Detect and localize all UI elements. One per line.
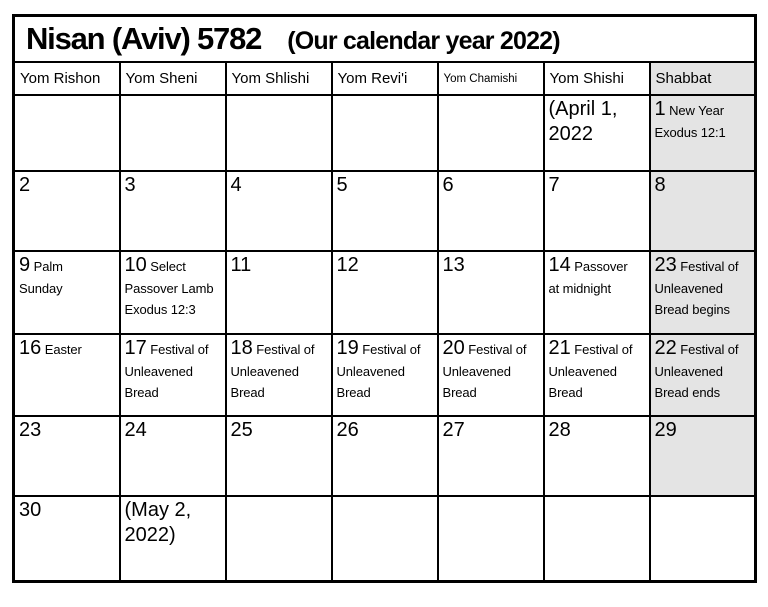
day-number: 18 [230, 337, 253, 359]
calendar-title [14, 16, 756, 63]
day-cell [226, 416, 332, 496]
day-note: Festival of Unleavened Bread ends [654, 342, 739, 400]
day-cell [332, 95, 438, 171]
day-cell [226, 171, 332, 251]
weekday-header-yom-shlishi: Yom Shlishi [226, 62, 332, 95]
day-number: 2 [19, 174, 31, 196]
day-number: 6 [442, 174, 454, 196]
day-cell-unleavened-bread-begins [650, 251, 756, 334]
day-note: Festival of Unleavened Bread [336, 342, 421, 400]
day-cell [14, 95, 120, 171]
day-number: 25 [230, 419, 253, 441]
day-note: Palm Sunday [19, 259, 63, 296]
weekday-header-row [14, 62, 756, 95]
weekday-header-yom-rishon: Yom Rishon [14, 62, 120, 95]
day-number: 19 [336, 337, 359, 359]
day-number: 4 [230, 174, 242, 196]
day-cell [226, 334, 332, 416]
day-cell [438, 334, 544, 416]
weekday-header-yom-shishi: Yom Shishi [544, 62, 650, 95]
day-number: 8 [654, 174, 666, 196]
day-cell [14, 416, 120, 496]
day-cell [332, 171, 438, 251]
week-row-2 [14, 171, 756, 251]
day-cell [332, 496, 438, 581]
day-number: 7 [548, 174, 560, 196]
day-number: 29 [654, 419, 677, 441]
week-row-3 [14, 251, 756, 334]
day-cell [544, 496, 650, 581]
day-note: Easter [44, 342, 82, 357]
day-number: 20 [442, 337, 465, 359]
day-number: 16 [19, 337, 42, 359]
day-cell-may-2 [120, 496, 226, 581]
day-note: Festival of Unleavened Bread [548, 342, 633, 400]
day-cell [120, 416, 226, 496]
calendar-table [12, 14, 757, 583]
day-cell [120, 95, 226, 171]
day-cell [14, 496, 120, 581]
day-number: (May 2, 2022) [124, 499, 192, 546]
day-number: 27 [442, 419, 465, 441]
day-number: 5 [336, 174, 348, 196]
day-cell [226, 251, 332, 334]
day-note: Festival of Unleavened Bread begins [654, 259, 739, 317]
calendar-title-sub: (Our calendar year 2022) [287, 27, 560, 55]
day-cell-select-passover-lamb [120, 251, 226, 334]
day-cell [14, 171, 120, 251]
day-cell-passover [544, 251, 650, 334]
day-cell [650, 171, 756, 251]
day-cell-easter [14, 334, 120, 416]
title-row [14, 16, 756, 63]
week-row-5 [14, 416, 756, 496]
week-row-4 [14, 334, 756, 416]
day-cell [544, 334, 650, 416]
day-cell [226, 95, 332, 171]
day-cell [332, 334, 438, 416]
day-number: 11 [230, 254, 252, 276]
day-cell [544, 416, 650, 496]
day-number: 28 [548, 419, 571, 441]
day-number: 13 [442, 254, 465, 276]
day-cell [332, 416, 438, 496]
day-cell [438, 95, 544, 171]
day-note: Festival of Unleavened Bread [124, 342, 209, 400]
day-cell [120, 171, 226, 251]
day-cell-april-1 [544, 95, 650, 171]
day-cell-unleavened-bread-ends [650, 334, 756, 416]
weekday-header-yom-sheni: Yom Sheni [120, 62, 226, 95]
day-number: 9 [19, 254, 31, 276]
day-number: 22 [654, 337, 677, 359]
weekday-header-yom-revii: Yom Revi'i [332, 62, 438, 95]
week-row-1 [14, 95, 756, 171]
day-note: Festival of Unleavened Bread [230, 342, 315, 400]
day-number: 30 [19, 499, 42, 521]
weekday-header-yom-chamishi: Yom Chamishi [438, 62, 544, 95]
weekday-header-shabbat: Shabbat [650, 62, 756, 95]
day-number: 3 [124, 174, 136, 196]
day-cell [544, 171, 650, 251]
day-note: Passover at midnight [548, 259, 628, 296]
day-number: 26 [336, 419, 359, 441]
day-cell [650, 416, 756, 496]
day-cell-palm-sunday [14, 251, 120, 334]
week-row-6 [14, 496, 756, 581]
day-cell [650, 496, 756, 581]
day-number: 14 [548, 254, 571, 276]
day-cell [438, 496, 544, 581]
day-number: 23 [654, 254, 677, 276]
day-number: 10 [124, 254, 147, 276]
day-number: (April 1, 2022 [548, 98, 618, 145]
day-cell [438, 251, 544, 334]
day-note: New Year Exodus 12:1 [654, 103, 726, 140]
day-number: 24 [124, 419, 147, 441]
day-cell [226, 496, 332, 581]
day-cell [438, 171, 544, 251]
day-number: 21 [548, 337, 571, 359]
day-number: 23 [19, 419, 42, 441]
day-cell [120, 334, 226, 416]
calendar-title-main: Nisan (Aviv) 5782 [26, 21, 262, 56]
day-cell-nisan-1 [650, 95, 756, 171]
day-number: 12 [336, 254, 359, 276]
day-note: Select Passover Lamb Exodus 12:3 [124, 259, 214, 317]
day-number: 1 [654, 98, 666, 120]
day-number: 17 [124, 337, 147, 359]
day-cell [332, 251, 438, 334]
day-note: Festival of Unleavened Bread [442, 342, 527, 400]
day-cell [438, 416, 544, 496]
